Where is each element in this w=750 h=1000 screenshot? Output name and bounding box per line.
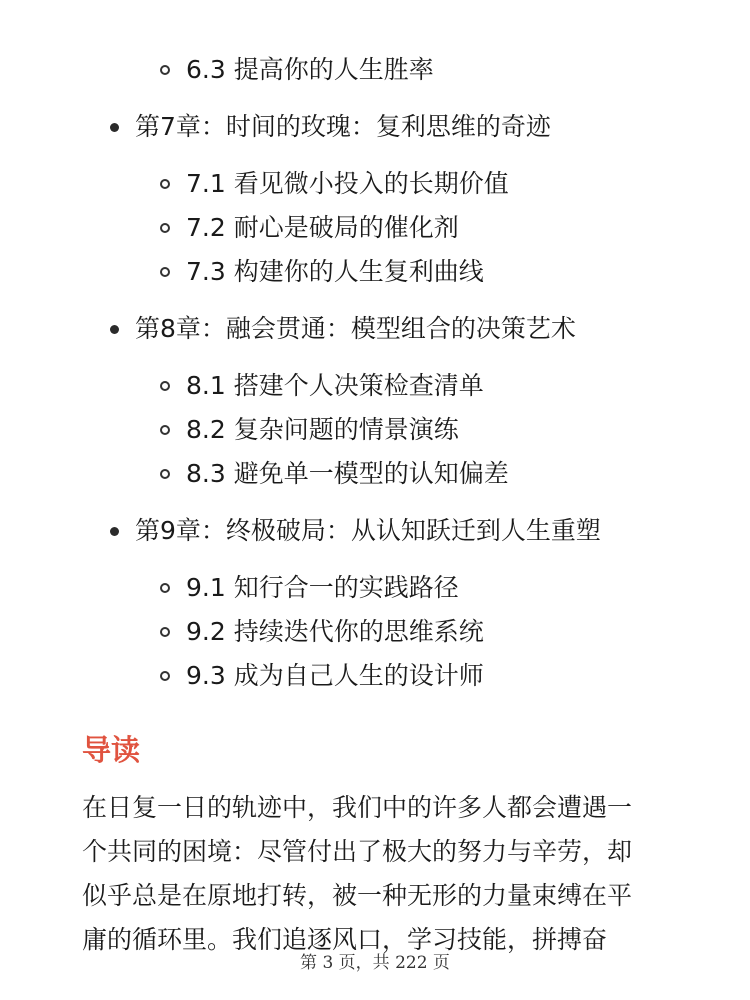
toc-subitem-label: 8.1 搭建个人决策检查清单 <box>186 371 484 400</box>
toc-chapter-label: 第8章：融会贯通：模型组合的决策艺术 <box>135 314 576 343</box>
toc-subitem-8-2[interactable] <box>160 408 459 452</box>
circle-bullet-icon <box>160 223 170 233</box>
toc-subitem-9-2[interactable] <box>160 610 484 654</box>
paragraph-line: 在日复一日的轨迹中，我们中的许多人都会遭遇一 <box>82 793 633 822</box>
circle-bullet-icon <box>160 65 170 75</box>
toc-subitem-6-3[interactable] <box>160 48 434 92</box>
toc-subitem-label: 9.2 持续迭代你的思维系统 <box>186 617 484 646</box>
paragraph-line: 个共同的困境：尽管付出了极大的努力与辛劳，却 <box>82 837 633 866</box>
toc-chapter-label: 第9章：终极破局：从认知跃迁到人生重塑 <box>135 516 601 545</box>
toc-subitem-7-2[interactable] <box>160 206 459 250</box>
circle-bullet-icon <box>160 179 170 189</box>
circle-bullet-icon <box>160 469 170 479</box>
toc-subitem-7-1[interactable] <box>160 162 509 206</box>
toc-chapter-7[interactable] <box>110 105 551 149</box>
toc-subitem-label: 7.2 耐心是破局的催化剂 <box>186 213 459 242</box>
circle-bullet-icon <box>160 671 170 681</box>
toc-subitem-8-3[interactable] <box>160 452 509 496</box>
toc-subitem-label: 9.3 成为自己人生的设计师 <box>186 661 484 690</box>
toc-subitem-label: 6.3 提高你的人生胜率 <box>186 55 434 84</box>
circle-bullet-icon <box>160 425 170 435</box>
toc-subitem-9-1[interactable] <box>160 566 459 610</box>
dot-bullet-icon <box>110 527 119 536</box>
intro-paragraph <box>82 786 692 962</box>
toc-chapter-8[interactable] <box>110 307 576 351</box>
dot-bullet-icon <box>110 325 119 334</box>
toc-subitem-9-3[interactable] <box>160 654 484 698</box>
circle-bullet-icon <box>160 381 170 391</box>
section-heading: 导读 <box>82 733 141 767</box>
toc-subitem-label: 7.3 构建你的人生复利曲线 <box>186 257 484 286</box>
toc-subitem-label: 9.1 知行合一的实践路径 <box>186 573 459 602</box>
circle-bullet-icon <box>160 267 170 277</box>
circle-bullet-icon <box>160 627 170 637</box>
toc-chapter-9[interactable] <box>110 509 601 553</box>
toc-subitem-label: 8.3 避免单一模型的认知偏差 <box>186 459 509 488</box>
toc-subitem-label: 7.1 看见微小投入的长期价值 <box>186 169 509 198</box>
paragraph-line: 庸的循环里。我们追逐风口，学习技能，拼搏奋 <box>82 925 608 954</box>
paragraph-line: 似乎总是在原地打转，被一种无形的力量束缚在平 <box>82 881 633 910</box>
toc-subitem-label: 8.2 复杂问题的情景演练 <box>186 415 459 444</box>
dot-bullet-icon <box>110 123 119 132</box>
toc-chapter-label: 第7章：时间的玫瑰：复利思维的奇迹 <box>135 112 551 141</box>
circle-bullet-icon <box>160 583 170 593</box>
toc-subitem-8-1[interactable] <box>160 364 484 408</box>
toc-subitem-7-3[interactable] <box>160 250 484 294</box>
page-number-footer: 第 3 页，共 222 页 <box>300 953 450 973</box>
